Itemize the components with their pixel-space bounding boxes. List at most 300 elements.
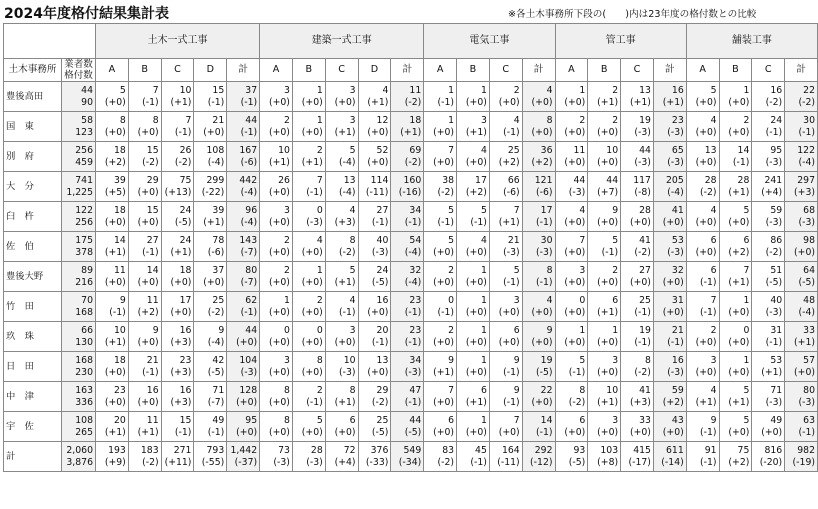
value-cell — [522, 112, 555, 142]
count-value: 6 — [579, 415, 586, 426]
office-name: 国 東 — [4, 112, 62, 142]
change-value: (-1) — [404, 306, 422, 318]
count-value: 63 — [803, 415, 815, 426]
contractor-count: 122 — [75, 205, 93, 216]
table-row — [4, 112, 818, 142]
change-value: (-1) — [503, 276, 520, 288]
value-cell — [358, 382, 391, 412]
change-value: (+0) — [695, 126, 717, 138]
change-value: (+0) — [334, 336, 356, 348]
value-cell — [588, 112, 621, 142]
count-value: 57 — [803, 355, 815, 366]
count-value: 7 — [710, 295, 717, 306]
change-value: (-1) — [700, 276, 717, 288]
value-cell — [128, 262, 161, 292]
value-cell — [686, 442, 719, 472]
count-value: 23 — [409, 325, 422, 336]
value-cell — [588, 82, 621, 112]
count-value: 0 — [579, 295, 586, 306]
change-value: (+0) — [597, 426, 619, 438]
count-value: 18 — [113, 355, 126, 366]
count-value: 16 — [376, 295, 389, 306]
change-value: (+0) — [465, 276, 487, 288]
grade-column-header: B — [292, 59, 325, 82]
change-value: (-1) — [174, 426, 192, 438]
value-cell — [719, 442, 752, 472]
change-value: (-4) — [667, 186, 684, 198]
value-cell — [489, 112, 522, 142]
value-cell — [391, 412, 424, 442]
count-value: 26 — [179, 145, 192, 156]
value-cell — [752, 292, 785, 322]
office-name: 日 田 — [4, 352, 62, 382]
count-value: 7 — [316, 175, 323, 186]
count-value: 10 — [278, 145, 290, 156]
value-cell — [96, 352, 129, 382]
count-value: 5 — [119, 85, 126, 96]
count-value: 1 — [480, 415, 487, 426]
value-cell — [161, 322, 194, 352]
value-cell — [292, 412, 325, 442]
change-value: (-12) — [530, 456, 553, 468]
change-value: (+0) — [268, 126, 290, 138]
value-cell — [621, 262, 654, 292]
change-value: (+0) — [268, 96, 290, 108]
change-value: (-5) — [765, 276, 783, 288]
contractor-count: 256 — [75, 145, 93, 156]
change-value: (+0) — [236, 396, 258, 408]
value-cell — [522, 232, 555, 262]
change-value: (-1) — [765, 126, 783, 138]
change-value: (+1) — [597, 306, 619, 318]
change-value: (+0) — [564, 426, 586, 438]
count-value: 69 — [409, 145, 422, 156]
change-value: (-3) — [765, 396, 783, 408]
change-value: (+0) — [433, 156, 455, 168]
value-cell — [785, 172, 818, 202]
change-value: (-1) — [634, 336, 651, 348]
grade-column-header: C — [621, 59, 654, 82]
change-value: (-3) — [535, 246, 553, 258]
count-value: 30 — [803, 115, 815, 126]
value-cell — [325, 322, 358, 352]
table-row — [4, 292, 818, 322]
count-value: 7 — [579, 235, 586, 246]
value-cell — [391, 382, 424, 412]
count-value: 15 — [179, 415, 192, 426]
change-value: (+2) — [498, 156, 520, 168]
count-value: 2 — [284, 235, 290, 246]
grade-column-header: C — [161, 59, 194, 82]
value-cell — [260, 82, 293, 112]
value-cell — [653, 382, 686, 412]
value-cell — [686, 232, 719, 262]
count-value: 122 — [797, 145, 815, 156]
count-value: 95 — [245, 415, 258, 426]
count-value: 15 — [146, 145, 159, 156]
office-name: 中 津 — [4, 382, 62, 412]
change-value: (+0) — [597, 126, 619, 138]
count-value: 1 — [480, 295, 487, 306]
count-value: 108 — [206, 145, 225, 156]
change-value: (-4) — [339, 156, 356, 168]
value-cell — [719, 112, 752, 142]
value-cell — [128, 112, 161, 142]
change-value: (+0) — [433, 396, 455, 408]
change-value: (+0) — [367, 156, 389, 168]
count-value: 104 — [239, 355, 258, 366]
change-value: (+3) — [170, 396, 192, 408]
count-value: 4 — [349, 295, 356, 306]
count-value: 1 — [743, 85, 750, 96]
value-cell — [96, 412, 129, 442]
count-value: 25 — [639, 295, 651, 306]
count-value: 8 — [546, 115, 553, 126]
change-value: (+0) — [531, 306, 553, 318]
change-value: (+1) — [400, 126, 422, 138]
change-value: (-5) — [798, 276, 815, 288]
value-cell — [227, 352, 260, 382]
value-cell — [424, 262, 457, 292]
count-value: 4 — [546, 295, 553, 306]
value-cell — [719, 322, 752, 352]
grade-column-header: C — [489, 59, 522, 82]
count-value: 0 — [743, 325, 750, 336]
value-cell — [391, 292, 424, 322]
value-cell — [621, 382, 654, 412]
count-value: 3 — [480, 115, 487, 126]
count-value: 41 — [639, 235, 651, 246]
value-cell — [653, 232, 686, 262]
change-value: (+0) — [662, 306, 684, 318]
change-value: (-1) — [142, 366, 159, 378]
count-value: 19 — [639, 115, 651, 126]
count-value: 5 — [579, 355, 586, 366]
count-value: 10 — [343, 355, 356, 366]
count-value: 1 — [448, 115, 455, 126]
value-cell — [161, 352, 194, 382]
change-value: (+0) — [137, 276, 159, 288]
count-value: 44 — [573, 175, 586, 186]
change-value: (-1) — [371, 216, 389, 228]
change-value: (-7) — [240, 276, 258, 288]
change-value: (-3) — [667, 366, 684, 378]
contractor-count: 108 — [75, 415, 93, 426]
change-value: (+0) — [531, 396, 553, 408]
change-value: (+0) — [301, 306, 323, 318]
count-value: 53 — [671, 235, 684, 246]
value-cell — [522, 382, 555, 412]
value-cell — [391, 262, 424, 292]
value-cell — [719, 412, 752, 442]
value-cell — [260, 262, 293, 292]
count-value: 376 — [370, 445, 389, 456]
value-cell — [752, 232, 785, 262]
change-value: (-1) — [404, 336, 422, 348]
change-value: (-2) — [371, 396, 389, 408]
change-value: (+0) — [268, 246, 290, 258]
grading-count: 336 — [75, 396, 93, 408]
change-value: (-1) — [470, 216, 487, 228]
count-value: 114 — [370, 175, 389, 186]
count-value: 1 — [316, 85, 323, 96]
value-cell — [194, 172, 227, 202]
value-cell — [621, 322, 654, 352]
change-value: (+0) — [794, 246, 815, 258]
count-value: 117 — [633, 175, 651, 186]
change-value: (+0) — [794, 366, 815, 378]
change-value: (+1) — [465, 126, 487, 138]
count-value: 18 — [409, 115, 422, 126]
value-cell — [621, 172, 654, 202]
grade-column-header: 計 — [653, 59, 686, 82]
count-value: 4 — [480, 145, 487, 156]
change-value: (+0) — [268, 336, 290, 348]
count-value: 41 — [671, 205, 684, 216]
change-value: (+0) — [498, 336, 520, 348]
change-value: (+0) — [203, 276, 225, 288]
count-value: 4 — [382, 85, 389, 96]
change-value: (+0) — [498, 96, 520, 108]
change-value: (+0) — [301, 96, 323, 108]
change-value: (+1) — [465, 396, 487, 408]
value-cell — [161, 382, 194, 412]
value-cell — [555, 112, 588, 142]
value-cell — [96, 322, 129, 352]
count-cell — [62, 322, 96, 352]
count-header-label: 業者数 — [64, 59, 93, 70]
change-value: (-3) — [634, 126, 651, 138]
change-value: (+0) — [728, 426, 750, 438]
change-value: (+4) — [334, 456, 356, 468]
count-value: 25 — [376, 415, 389, 426]
value-cell — [260, 142, 293, 172]
change-value: (+0) — [695, 336, 717, 348]
value-cell — [292, 382, 325, 412]
change-value: (+0) — [564, 246, 586, 258]
grade-column-header: A — [686, 59, 719, 82]
value-cell — [457, 352, 490, 382]
count-value: 4 — [513, 115, 520, 126]
value-cell — [194, 112, 227, 142]
change-value: (+1) — [629, 96, 651, 108]
count-value: 8 — [119, 115, 126, 126]
change-value: (+0) — [498, 306, 520, 318]
office-name: 竹 田 — [4, 292, 62, 322]
count-value: 1 — [743, 295, 750, 306]
change-value: (-2) — [339, 246, 356, 258]
value-cell — [719, 142, 752, 172]
change-value: (+3) — [334, 216, 356, 228]
count-value: 23 — [671, 115, 684, 126]
value-cell — [555, 202, 588, 232]
value-cell — [358, 292, 391, 322]
grading-count: 265 — [75, 426, 93, 438]
change-value: (-5) — [404, 426, 422, 438]
count-value: 44 — [245, 115, 258, 126]
grade-column-header: B — [128, 59, 161, 82]
change-value: (+1) — [268, 156, 290, 168]
change-value: (-5) — [371, 276, 389, 288]
count-value: 164 — [501, 445, 520, 456]
count-value: 36 — [540, 145, 553, 156]
change-value: (+0) — [465, 96, 487, 108]
value-cell — [194, 412, 227, 442]
count-value: 10 — [179, 85, 192, 96]
count-value: 28 — [639, 205, 651, 216]
count-value: 9 — [513, 385, 520, 396]
value-cell — [752, 202, 785, 232]
change-value: (-2) — [634, 366, 651, 378]
value-cell — [555, 232, 588, 262]
value-cell — [785, 442, 818, 472]
grade-column-header: C — [325, 59, 358, 82]
value-cell — [292, 232, 325, 262]
change-value: (+1) — [728, 396, 750, 408]
value-cell — [489, 352, 522, 382]
change-value: (+0) — [301, 126, 323, 138]
change-value: (+0) — [564, 276, 586, 288]
value-cell — [391, 352, 424, 382]
count-value: 11 — [113, 265, 126, 276]
change-value: (-1) — [371, 336, 389, 348]
count-value: 2 — [448, 325, 455, 336]
count-value: 22 — [803, 85, 815, 96]
count-value: 59 — [770, 205, 783, 216]
count-value: 71 — [770, 385, 783, 396]
grading-summary-table — [3, 23, 818, 472]
count-value: 816 — [764, 445, 783, 456]
count-value: 30 — [540, 235, 553, 246]
count-value: 3 — [513, 295, 520, 306]
count-value: 2 — [316, 295, 323, 306]
count-value: 8 — [316, 355, 323, 366]
count-value: 8 — [579, 385, 586, 396]
count-value: 43 — [671, 415, 684, 426]
count-value: 9 — [218, 325, 225, 336]
value-cell — [752, 352, 785, 382]
change-value: (+0) — [137, 396, 159, 408]
count-value: 44 — [639, 145, 651, 156]
change-value: (+0) — [662, 426, 684, 438]
change-value: (-1) — [437, 96, 455, 108]
value-cell — [457, 112, 490, 142]
count-value: 83 — [442, 445, 455, 456]
count-value: 0 — [448, 295, 455, 306]
value-cell — [227, 412, 260, 442]
count-value: 17 — [475, 175, 487, 186]
value-cell — [653, 82, 686, 112]
value-cell — [260, 322, 293, 352]
count-value: 6 — [480, 385, 487, 396]
count-value: 7 — [448, 385, 455, 396]
value-cell — [555, 142, 588, 172]
change-value: (+1) — [761, 366, 783, 378]
count-value: 44 — [606, 175, 619, 186]
value-cell — [161, 412, 194, 442]
count-value: 6 — [349, 415, 356, 426]
value-cell — [325, 292, 358, 322]
value-cell — [752, 262, 785, 292]
change-value: (-1) — [700, 426, 717, 438]
count-value: 2 — [284, 265, 290, 276]
count-value: 14 — [146, 265, 159, 276]
value-cell — [719, 292, 752, 322]
count-value: 8 — [349, 385, 356, 396]
change-value: (+0) — [629, 216, 651, 228]
value-cell — [292, 322, 325, 352]
value-cell — [686, 382, 719, 412]
change-value: (+2) — [137, 306, 159, 318]
value-cell — [457, 442, 490, 472]
value-cell — [489, 142, 522, 172]
value-cell — [391, 442, 424, 472]
value-cell — [424, 382, 457, 412]
value-cell — [555, 292, 588, 322]
change-value: (+1) — [104, 426, 126, 438]
change-value: (+0) — [268, 366, 290, 378]
value-cell — [457, 382, 490, 412]
count-value: 6 — [612, 295, 619, 306]
count-value: 793 — [206, 445, 225, 456]
grading-count: 123 — [75, 126, 93, 138]
value-cell — [292, 202, 325, 232]
grading-count: 168 — [75, 306, 93, 318]
count-value: 39 — [212, 205, 225, 216]
value-cell — [785, 292, 818, 322]
value-cell — [325, 202, 358, 232]
value-cell — [424, 322, 457, 352]
change-value: (-6) — [503, 186, 520, 198]
value-cell — [653, 322, 686, 352]
change-value: (-19) — [792, 456, 815, 468]
count-value: 39 — [113, 175, 126, 186]
count-value: 80 — [803, 385, 815, 396]
count-value: 160 — [403, 175, 422, 186]
change-value: (-1) — [568, 366, 586, 378]
value-cell — [489, 232, 522, 262]
value-cell — [522, 292, 555, 322]
value-cell — [489, 292, 522, 322]
change-value: (+0) — [597, 336, 619, 348]
change-value: (+0) — [465, 246, 487, 258]
change-value: (+0) — [597, 276, 619, 288]
change-value: (+0) — [597, 156, 619, 168]
count-cell — [62, 142, 96, 172]
value-cell — [621, 292, 654, 322]
count-value: 23 — [113, 385, 126, 396]
group-header: 舗装工事 — [686, 24, 817, 59]
value-cell — [424, 112, 457, 142]
count-value: 4 — [349, 205, 356, 216]
count-value: 11 — [146, 415, 159, 426]
change-value: (-34) — [398, 456, 422, 468]
value-cell — [96, 382, 129, 412]
value-cell — [260, 172, 293, 202]
grading-count: 3,876 — [66, 456, 93, 468]
change-value: (+0) — [662, 276, 684, 288]
count-value: 1 — [612, 325, 619, 336]
count-value: 4 — [710, 205, 717, 216]
change-value: (-1) — [437, 306, 455, 318]
value-cell — [588, 322, 621, 352]
count-value: 442 — [239, 175, 258, 186]
group-header: 土木一式工事 — [96, 24, 260, 59]
count-value: 1 — [480, 265, 487, 276]
value-cell — [785, 412, 818, 442]
value-cell — [588, 292, 621, 322]
value-cell — [522, 142, 555, 172]
